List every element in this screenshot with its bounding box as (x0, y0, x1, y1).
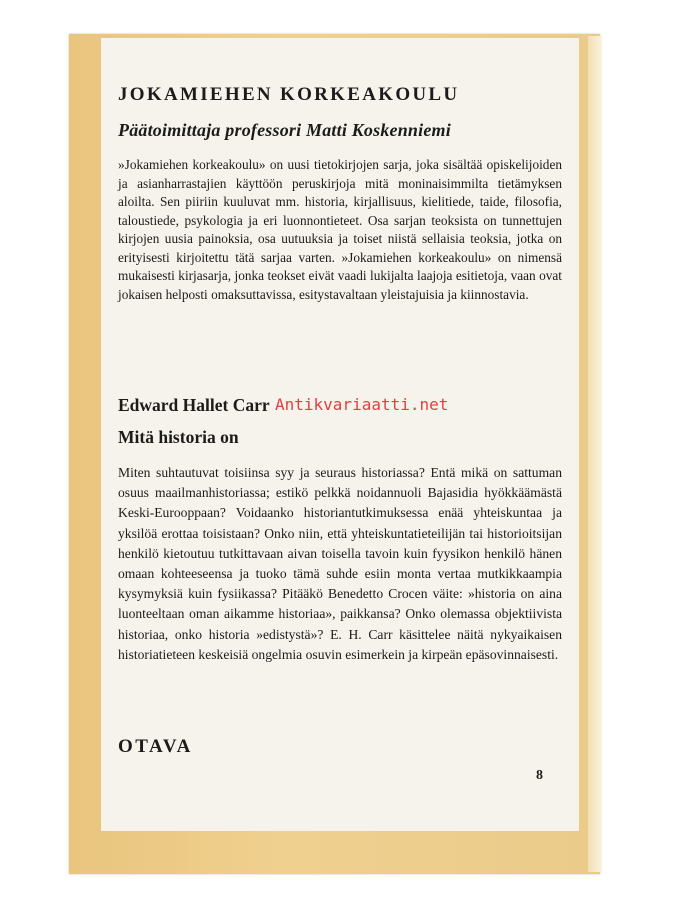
book-spine-edge (588, 36, 602, 872)
publisher-name: OTAVA (118, 736, 193, 757)
series-description: »Jokamiehen korkeakoulu» on uusi tietokirjojen sarja, joka sisältää opiskelijoiden ja asianharrastajien käyttöön peruskirjoja mitä moninaisimmilta tietämyksen aloilta. Sen piiriin kuuluvat mm. historia, kirjallisuus, kielitiede, taide, filosofia, taloustiede, psykologia ja eri luonnontieteet. Osa sarjan teoksista on tunnettujen kirjojen uusia painoksia, osa uutuuksia ja toiset niistä sellaisia teoksia, jotka on erityisesti kirjoitettu tätä sarjaa varten. »Jokamiehen korkeakoulu» on nimensä mukaisesti kirjasarja, jonka teokset eivät vaadi lukijalta laajoja esitietoja, vaan ovat jokaisen helposti omaksuttavissa, esitystavaltaan yleistajuisia ja kiinnostavia. (118, 157, 562, 302)
watermark: Antikvariaatti.net (275, 395, 449, 414)
book-description: Miten suhtautuvat toisiinsa syy ja seuraus historiassa? Entä mikä on sattuman osuus maailmanhistoriassa; estikö pelkkä noidannuoli Bajasidia hyökkäämästä Keski-Eurooppaan? Voidaanko historiantutkimuksessa enää yhteiskuntaa ja yksilöä erottaa toisistaan? Onko niin, että yhteiskuntatieteilijän tai historioitsijan henkilö kietoutuu tutkittavaan aivan toisella tavoin kuin fyysikon henkilö hänen omaan kohteeseensa ja tuoko tämä suhde esiin monta vertaa mutkikkaampia kysymyksiä kuin fysiikassa? Pitääkö Benedetto Crocen väite: »historia on aina luonteeltaan oman aikamme historiaa», paikkansa? Onko olemassa objektiivista historiaa, onko historia »edistystä»? E. H. Carr käsittelee näitä nykyaikaisen historiatieteen keskeisiä ongelmia osuvin esimerkein ja kirpeän epäsovinnaisesti. (118, 465, 562, 662)
book-title: Mitä historia on (118, 427, 239, 447)
series-number: 8 (536, 768, 543, 783)
editor-line: Päätoimittaja professori Matti Koskenniemi (118, 120, 451, 140)
author-name: Edward Hallet Carr (118, 395, 270, 415)
series-title: JOKAMIEHEN KORKEAKOULU (118, 84, 460, 105)
